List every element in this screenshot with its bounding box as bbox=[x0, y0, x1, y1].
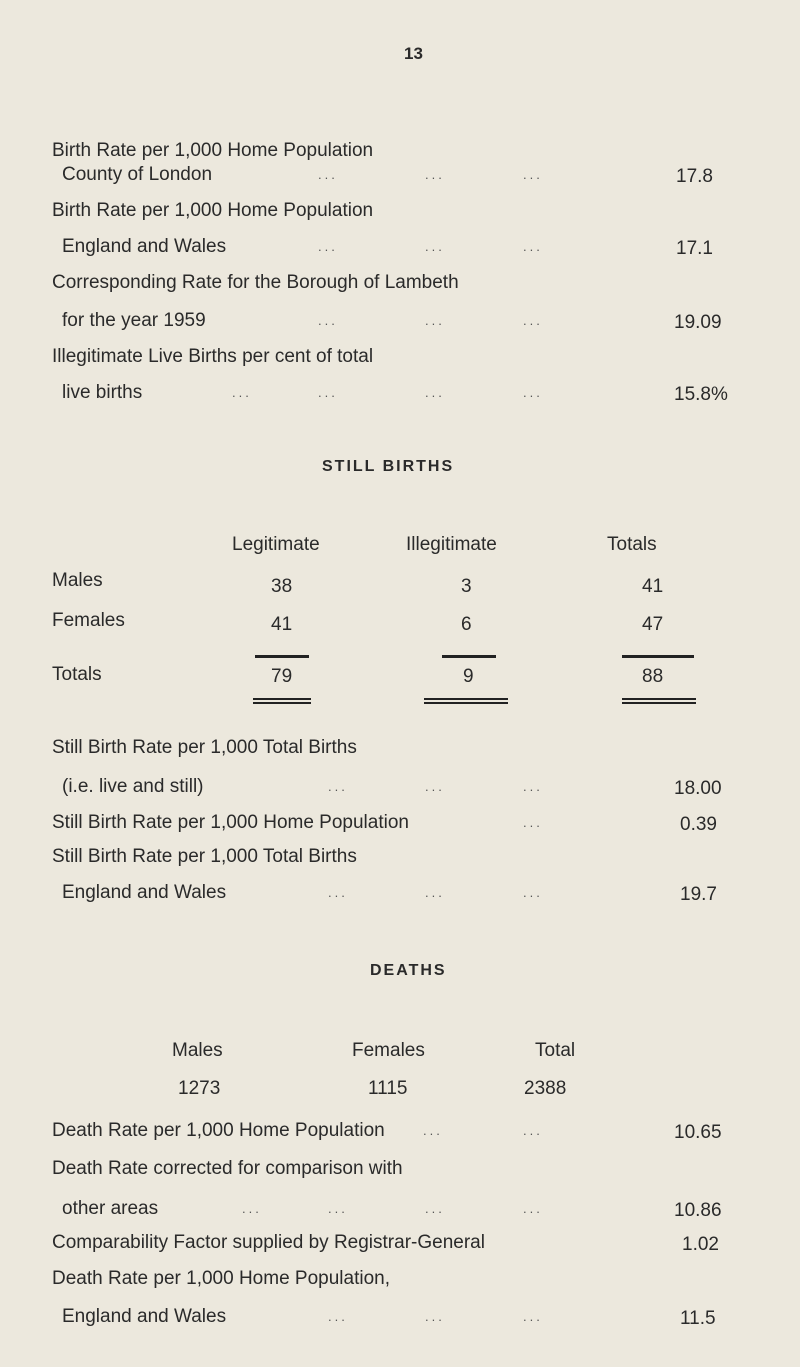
leader-dots: ... bbox=[523, 1123, 543, 1138]
death-rate-corrected-label-2: other areas bbox=[62, 1198, 159, 1219]
still-rate-home-value: 0.39 bbox=[680, 814, 717, 835]
still-rate-home-label: Still Birth Rate per 1,000 Home Population bbox=[52, 812, 409, 833]
col-total: Total bbox=[535, 1040, 576, 1061]
col-males: Males bbox=[172, 1040, 223, 1061]
leader-dots: ... bbox=[523, 167, 543, 182]
birth-rate-london-label-1: Birth Rate per 1,000 Home Population bbox=[52, 140, 374, 161]
col-illegitimate: Illegitimate bbox=[406, 534, 497, 555]
leader-dots: ... bbox=[523, 815, 543, 830]
birth-rate-england-label-2: England and Wales bbox=[62, 236, 227, 257]
totals-legitimate: 79 bbox=[271, 666, 293, 687]
illegitimate-births-label-1: Illegitimate Live Births per cent of total bbox=[52, 346, 374, 367]
col-females: Females bbox=[352, 1040, 425, 1061]
death-rate-value: 10.65 bbox=[674, 1122, 722, 1143]
leader-dots: ... bbox=[523, 885, 543, 900]
females-total: 47 bbox=[642, 614, 664, 635]
sum-rule bbox=[622, 655, 694, 658]
leader-dots: ... bbox=[425, 239, 445, 254]
leader-dots: ... bbox=[523, 1309, 543, 1324]
deaths-total: 2388 bbox=[524, 1078, 567, 1099]
col-legitimate: Legitimate bbox=[232, 534, 320, 555]
col-totals: Totals bbox=[607, 534, 657, 555]
lambeth-rate-value: 19.09 bbox=[674, 312, 722, 333]
row-totals-label: Totals bbox=[52, 664, 102, 685]
leader-dots: ... bbox=[423, 1123, 443, 1138]
leader-dots: ... bbox=[318, 167, 338, 182]
page-number: 13 bbox=[404, 44, 423, 63]
deaths-males: 1273 bbox=[178, 1078, 221, 1099]
death-rate-corrected-value: 10.86 bbox=[674, 1200, 722, 1221]
lambeth-rate-label-1: Corresponding Rate for the Borough of Lambeth bbox=[52, 272, 459, 293]
comparability-factor-label: Comparability Factor supplied by Registrar-General bbox=[52, 1232, 485, 1253]
comparability-factor-value: 1.02 bbox=[682, 1234, 719, 1255]
leader-dots: ... bbox=[523, 385, 543, 400]
deaths-heading: DEATHS bbox=[370, 962, 447, 979]
leader-dots: ... bbox=[318, 313, 338, 328]
row-females-label: Females bbox=[52, 610, 125, 631]
death-rate-corrected-label-1: Death Rate corrected for comparison with bbox=[52, 1158, 403, 1179]
totals-total: 88 bbox=[642, 666, 664, 687]
leader-dots: ... bbox=[328, 1309, 348, 1324]
still-rate-total-value: 18.00 bbox=[674, 778, 722, 799]
still-rate-total-label-1: Still Birth Rate per 1,000 Total Births bbox=[52, 737, 357, 758]
still-rate-england-label-2: England and Wales bbox=[62, 882, 227, 903]
lambeth-rate-label-2: for the year 1959 bbox=[62, 310, 206, 331]
sum-rule bbox=[255, 655, 309, 658]
sum-rule bbox=[442, 655, 496, 658]
birth-rate-england-label-1: Birth Rate per 1,000 Home Population bbox=[52, 200, 374, 221]
still-births-heading: STILL BIRTHS bbox=[322, 458, 455, 475]
deaths-females: 1115 bbox=[368, 1078, 408, 1099]
birth-rate-london-value: 17.8 bbox=[676, 166, 713, 187]
leader-dots: ... bbox=[425, 313, 445, 328]
still-rate-england-label-1: Still Birth Rate per 1,000 Total Births bbox=[52, 846, 357, 867]
leader-dots: ... bbox=[242, 1201, 262, 1216]
still-rate-total-label-2: (i.e. live and still) bbox=[62, 776, 204, 797]
leader-dots: ... bbox=[523, 1201, 543, 1216]
leader-dots: ... bbox=[318, 385, 338, 400]
birth-rate-london-label-2: County of London bbox=[62, 164, 213, 185]
leader-dots: ... bbox=[328, 885, 348, 900]
leader-dots: ... bbox=[425, 385, 445, 400]
females-illegitimate: 6 bbox=[461, 614, 472, 635]
leader-dots: ... bbox=[425, 885, 445, 900]
leader-dots: ... bbox=[523, 313, 543, 328]
illegitimate-births-label-2: live births bbox=[62, 382, 143, 403]
females-legitimate: 41 bbox=[271, 614, 293, 635]
leader-dots: ... bbox=[328, 779, 348, 794]
leader-dots: ... bbox=[425, 167, 445, 182]
double-rule bbox=[253, 698, 311, 704]
death-rate-england-label-1: Death Rate per 1,000 Home Population, bbox=[52, 1268, 390, 1289]
totals-illegitimate: 9 bbox=[463, 666, 474, 687]
still-rate-england-value: 19.7 bbox=[680, 884, 717, 905]
leader-dots: ... bbox=[318, 239, 338, 254]
males-illegitimate: 3 bbox=[461, 576, 472, 597]
leader-dots: ... bbox=[523, 779, 543, 794]
birth-rate-england-value: 17.1 bbox=[676, 238, 713, 259]
leader-dots: ... bbox=[425, 779, 445, 794]
males-legitimate: 38 bbox=[271, 576, 293, 597]
death-rate-label: Death Rate per 1,000 Home Population bbox=[52, 1120, 385, 1141]
leader-dots: ... bbox=[328, 1201, 348, 1216]
leader-dots: ... bbox=[425, 1201, 445, 1216]
row-males-label: Males bbox=[52, 570, 103, 591]
males-total: 41 bbox=[642, 576, 664, 597]
leader-dots: ... bbox=[425, 1309, 445, 1324]
death-rate-england-value: 11.5 bbox=[680, 1308, 716, 1329]
leader-dots: ... bbox=[523, 239, 543, 254]
double-rule bbox=[622, 698, 696, 704]
illegitimate-births-value: 15.8% bbox=[674, 384, 728, 405]
death-rate-england-label-2: England and Wales bbox=[62, 1306, 227, 1327]
leader-dots: ... bbox=[232, 385, 252, 400]
double-rule bbox=[424, 698, 508, 704]
